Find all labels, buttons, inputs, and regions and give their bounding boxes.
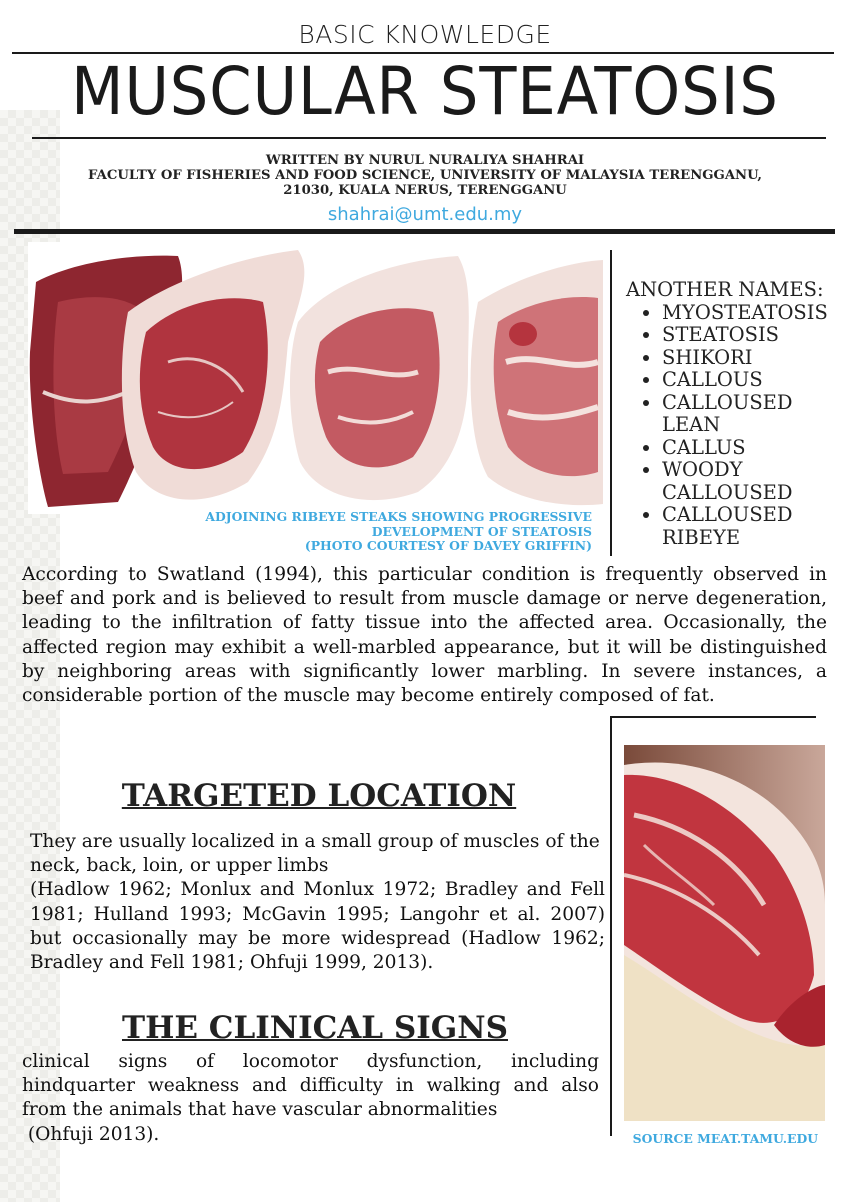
targeted-location-paragraph [30, 830, 605, 975]
divider-vertical-bottom [610, 716, 612, 1136]
list-item: • SHIKORI [662, 347, 848, 370]
section-heading-clinical-signs: THE CLINICAL SIGNS [122, 1010, 508, 1046]
other-names-list [626, 302, 848, 550]
divider-vertical-top [610, 250, 612, 556]
clinical-signs-paragraph [22, 1050, 599, 1147]
other-names-heading: ANOTHER NAMES: [626, 278, 824, 301]
intro-paragraph: According to Swatland (1994), this particular condition is frequently observed in beef and pork and is believed to result from muscle damage or nerve degeneration, leading to the infiltration of fatty tissue into the affected area. Occasionally, the affected region may exhibit a well-marbled appearance, but it will be distinguished by neighboring areas with significantly lower marbling. In severe instances, a considerable portion of the muscle may become entirely composed of fat. [22, 564, 827, 707]
photo-caption-ribeye [120, 510, 592, 554]
rule-photo-bottom [612, 716, 816, 718]
clinical-signs-text: clinical signs of locomotor dysfunction, including hindquarter weakness and difficulty in walking and also from the animals that have vascular abnormalities [22, 1051, 599, 1121]
list-item: • CALLUS [662, 437, 848, 460]
rule-under-title [32, 137, 826, 139]
clinical-signs-citation: (Ohfuji 2013). [22, 1123, 160, 1145]
rule-thick [14, 229, 835, 234]
page-title: MUSCULAR STEATOSIS [71, 53, 779, 130]
meat-closeup-photo [624, 745, 825, 1121]
kicker: BASIC KNOWLEDGE [298, 20, 552, 49]
list-item: • STEATOSIS [662, 324, 848, 347]
list-item: • CALLOUS [662, 369, 848, 392]
ribeye-steaks-photo [28, 242, 606, 514]
list-item: • MYOSTEATOSIS [662, 302, 848, 325]
other-names-box [626, 279, 848, 549]
author-block [0, 153, 850, 198]
author-name: WRITTEN BY NURUL NURALIYA SHAHRAI [265, 153, 585, 168]
caption-line-2: DEVELOPMENT OF STEATOSIS [371, 523, 592, 539]
caption-line-1: ADJOINING RIBEYE STEAKS SHOWING PROGRESSIVE [205, 509, 592, 524]
author-address: 21030, KUALA NERUS, TERENGGANU [283, 183, 567, 198]
author-email[interactable]: shahrai@umt.edu.my [327, 204, 523, 225]
targeted-location-line-2: (Hadlow 1962; Monlux and Monlux 1972; Bradley and Fell 1981; Hulland 1993; McGavin 1995; Langohr et al. 2007) but occasionally may be more widespread (Hadlow 1962; Bradley and Fell 1981; Ohfuji 1999, 2013). [30, 879, 605, 974]
caption-line-3: (PHOTO COURTESY OF DAVEY GRIFFIN) [304, 538, 592, 553]
section-heading-targeted-location: TARGETED LOCATION [121, 778, 517, 814]
author-faculty: FACULTY OF FISHERIES AND FOOD SCIENCE, UNIVERSITY OF MALAYSIA TERENGGANU, [88, 168, 762, 183]
list-item: • WOODY CALLOUSED [662, 459, 848, 504]
targeted-location-line-1: They are usually localized in a small group of muscles of the neck, back, loin, or upper limbs [30, 831, 600, 877]
photo-caption-source: SOURCE MEAT.TAMU.EDU [632, 1131, 818, 1146]
list-item: • CALLOUSED RIBEYE [662, 504, 848, 549]
list-item: • CALLOUSED LEAN [662, 392, 848, 437]
